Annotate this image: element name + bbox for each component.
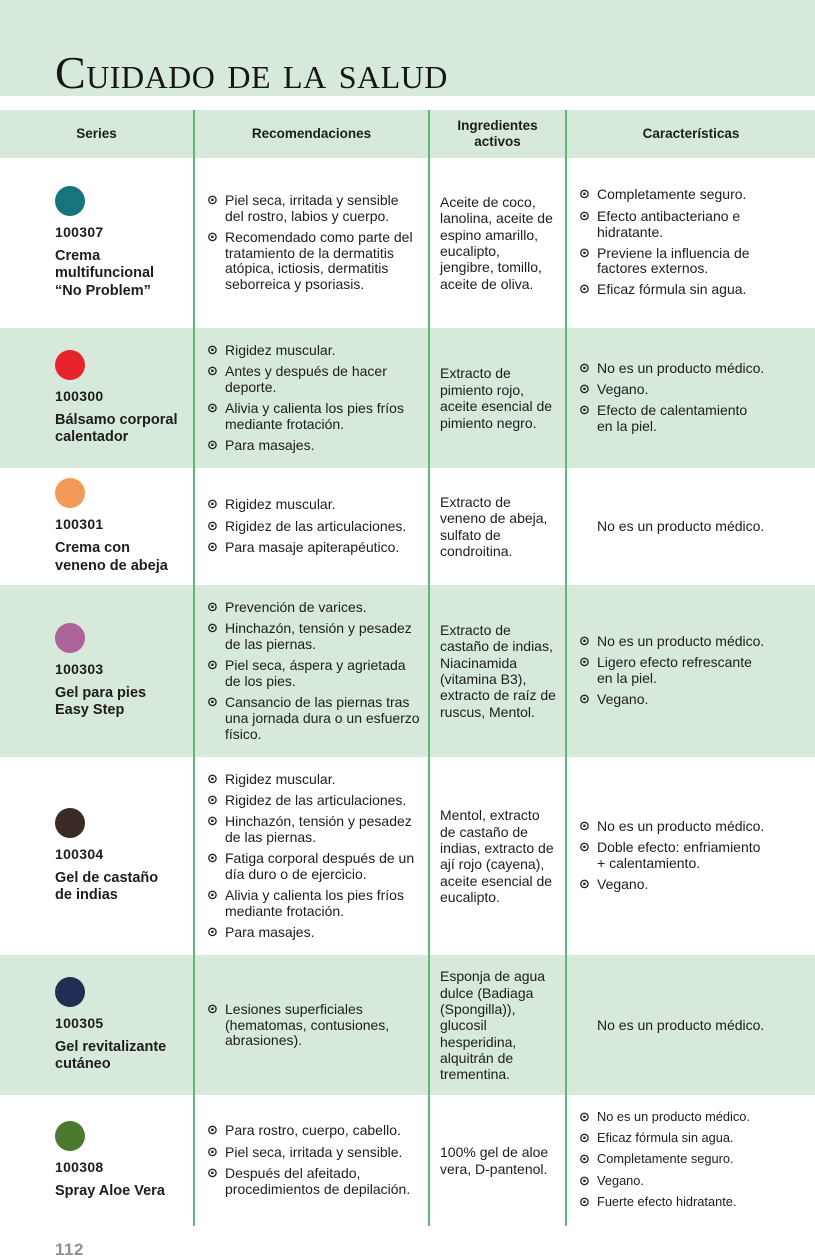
list-item bbox=[207, 519, 420, 535]
list-item bbox=[207, 888, 420, 920]
bullet-icon: ⊙ bbox=[579, 633, 590, 649]
table-row bbox=[0, 158, 815, 328]
ingredients-cell: 100% gel de aloe vera, D-pantenol. bbox=[428, 1095, 565, 1225]
list-item-text: No es un producto médico. bbox=[597, 632, 765, 649]
bullet-icon: ⊙ bbox=[207, 792, 218, 808]
characteristics-cell bbox=[565, 955, 815, 1095]
list-item-text: Vegano. bbox=[597, 691, 649, 707]
ingredients-cell: Extracto de pimiento rojo, aceite esencial de pimiento negro. bbox=[428, 328, 565, 468]
list-item-text: Cansancio de las piernas tras una jornada dura o un esfuerzo físico. bbox=[225, 693, 420, 742]
table-row bbox=[0, 1095, 815, 1225]
list-item bbox=[207, 621, 420, 653]
list-item-text: Vegano. bbox=[597, 381, 649, 398]
product-code: 100304 bbox=[55, 845, 104, 862]
bullet-icon: ⊙ bbox=[207, 599, 218, 615]
bullet-icon: ⊙ bbox=[207, 229, 218, 245]
list-item-text: Alivia y calienta los pies fríos mediante frotación. bbox=[225, 399, 404, 432]
table-row bbox=[0, 468, 815, 585]
list-item-text: No es un producto médico. bbox=[597, 359, 765, 376]
list-item-text: Piel seca, irritada y sensible del rostro, labios y cuerpo. bbox=[225, 191, 399, 224]
list-item-text: Eficaz fórmula sin agua. bbox=[597, 281, 747, 298]
column-header-recomendaciones: Recomendaciones bbox=[193, 110, 428, 158]
list-item bbox=[579, 1152, 801, 1168]
series-cell bbox=[0, 158, 193, 328]
list-item bbox=[579, 282, 765, 298]
list-item bbox=[579, 1174, 801, 1190]
list-item bbox=[207, 343, 420, 359]
list-item-text: Rigidez de las articulaciones. bbox=[225, 517, 407, 534]
bullet-icon: ⊙ bbox=[207, 694, 218, 710]
list-item bbox=[207, 1002, 420, 1050]
characteristics-cell bbox=[565, 468, 815, 585]
list-item-text: Fuerte efecto hidratante. bbox=[597, 1193, 737, 1209]
bullet-icon: ⊙ bbox=[579, 692, 590, 707]
list-item-text: Prevención de varices. bbox=[225, 598, 367, 615]
bullet-icon: ⊙ bbox=[579, 245, 590, 261]
list-item-text: Completamente seguro. bbox=[597, 1151, 734, 1167]
list-item-text: Para masaje apiterapéutico. bbox=[225, 538, 400, 555]
list-item-text: Hinchazón, tensión y pesadez de las piernas. bbox=[225, 813, 412, 845]
page-header bbox=[0, 0, 815, 96]
ingredients-cell: Extracto de veneno de abeja, sulfato de condroitina. bbox=[428, 468, 565, 585]
bullet-icon: ⊙ bbox=[579, 877, 590, 893]
bullet-icon: ⊙ bbox=[207, 1144, 218, 1160]
column-header-series: Series bbox=[76, 126, 117, 142]
list-item bbox=[579, 209, 765, 241]
product-code: 100305 bbox=[55, 1015, 104, 1032]
list-item bbox=[207, 438, 420, 454]
product-name: Gel de castaño de indias bbox=[55, 869, 159, 904]
list-item-text: Rigidez muscular. bbox=[225, 341, 336, 358]
bullet-icon: ⊙ bbox=[207, 342, 218, 358]
bullet-icon: ⊙ bbox=[579, 1173, 590, 1189]
bullet-icon: ⊙ bbox=[207, 497, 218, 513]
series-color-dot-icon bbox=[55, 623, 85, 653]
bullet-icon: ⊙ bbox=[579, 187, 590, 203]
list-item-text: Efecto antibacteriano e hidratante. bbox=[597, 207, 741, 240]
list-item bbox=[207, 600, 420, 616]
list-item-text: Doble efecto: enfriamiento + calentamiento. bbox=[597, 839, 761, 872]
series-cell bbox=[0, 955, 193, 1095]
list-item-text: Rigidez muscular. bbox=[225, 770, 336, 787]
list-item bbox=[207, 401, 420, 433]
list-item-text: Para masajes. bbox=[225, 436, 315, 453]
column-header-ingredientes-activos: Ingredientes activos bbox=[428, 110, 565, 158]
bullet-icon: ⊙ bbox=[579, 819, 590, 835]
list-item bbox=[579, 692, 765, 708]
bullet-icon: ⊙ bbox=[579, 1131, 590, 1147]
ingredients-cell: Aceite de coco, lanolina, aceite de espino amarillo, eucalipto, jengibre, tomillo, aceite de oliva. bbox=[428, 158, 565, 328]
product-name: Gel revitalizante cutáneo bbox=[55, 1039, 167, 1073]
bullet-icon: ⊙ bbox=[207, 437, 218, 453]
bullet-icon: ⊙ bbox=[207, 620, 218, 636]
series-color-dot-icon bbox=[55, 977, 85, 1007]
product-name: Bálsamo corporal calentador bbox=[55, 411, 178, 446]
bullet-icon: ⊙ bbox=[207, 400, 218, 416]
list-item bbox=[579, 361, 765, 377]
product-name: Gel para pies Easy Step bbox=[55, 684, 147, 719]
list-item bbox=[207, 364, 420, 396]
list-item-text: Hinchazón, tensión y pesadez de las piernas. bbox=[225, 619, 412, 652]
series-cell bbox=[0, 585, 193, 757]
recommendations-cell bbox=[193, 468, 428, 585]
bullet-icon: ⊙ bbox=[579, 1109, 590, 1125]
bullet-icon: ⊙ bbox=[579, 1152, 590, 1168]
product-name: Crema con veneno de abeja bbox=[55, 540, 168, 574]
product-code: 100300 bbox=[55, 387, 104, 404]
bullet-icon: ⊙ bbox=[207, 363, 218, 379]
bullet-icon: ⊙ bbox=[207, 1123, 218, 1139]
list-item-text: Eficaz fórmula sin agua. bbox=[597, 1130, 734, 1146]
list-item bbox=[207, 658, 420, 690]
list-item-text: Vegano. bbox=[597, 876, 649, 893]
list-item-text: Después del afeitado, procedimientos de depilación. bbox=[225, 1164, 411, 1197]
series-color-dot-icon bbox=[55, 1121, 85, 1151]
list-item-text: Piel seca, irritada y sensible. bbox=[225, 1143, 403, 1160]
list-item-text: No es un producto médico. bbox=[597, 818, 765, 835]
bullet-icon: ⊙ bbox=[207, 1165, 218, 1181]
list-item-text: Para masajes. bbox=[225, 923, 315, 940]
list-item-text: Completamente seguro. bbox=[597, 186, 747, 203]
page-number: 112 bbox=[55, 1239, 84, 1259]
table-row bbox=[0, 955, 815, 1095]
table-body bbox=[0, 158, 815, 1226]
characteristics-cell bbox=[565, 1095, 815, 1225]
list-item-text: No es un producto médico. bbox=[597, 1016, 765, 1033]
bullet-icon: ⊙ bbox=[207, 814, 218, 830]
list-item bbox=[207, 540, 420, 556]
characteristics-cell bbox=[565, 757, 815, 955]
bullet-icon: ⊙ bbox=[207, 887, 218, 903]
list-item bbox=[207, 497, 420, 513]
recommendations-cell bbox=[193, 757, 428, 955]
list-item bbox=[579, 519, 765, 535]
list-item-text: Previene la influencia de factores externos. bbox=[597, 244, 750, 277]
list-item bbox=[207, 814, 420, 846]
list-item bbox=[207, 1123, 420, 1139]
ingredients-cell: Esponja de agua dulce (Badiaga (Spongilla)), glucosil hesperidina, alquitrán de trementina. bbox=[428, 955, 565, 1095]
characteristics-cell bbox=[565, 585, 815, 757]
bullet-icon: ⊙ bbox=[579, 282, 590, 298]
list-item-text: Vegano. bbox=[597, 1172, 644, 1188]
list-item-text: Alivia y calienta los pies fríos mediante frotación. bbox=[225, 886, 404, 919]
bullet-icon: ⊙ bbox=[207, 1001, 218, 1017]
list-item bbox=[207, 695, 420, 743]
series-color-dot-icon bbox=[55, 478, 85, 508]
page-footer bbox=[0, 1226, 815, 1260]
list-item-text: Rigidez de las articulaciones. bbox=[225, 791, 407, 808]
list-item bbox=[579, 877, 765, 893]
list-item bbox=[579, 403, 765, 435]
bullet-icon: ⊙ bbox=[207, 539, 218, 555]
recommendations-cell bbox=[193, 328, 428, 468]
product-name: Spray Aloe Vera bbox=[55, 1182, 165, 1199]
characteristics-cell bbox=[565, 328, 815, 468]
bullet-icon: ⊙ bbox=[207, 657, 218, 673]
list-item-text: No es un producto médico. bbox=[597, 517, 765, 534]
bullet-icon: ⊙ bbox=[579, 655, 590, 671]
series-color-dot-icon bbox=[55, 186, 85, 216]
bullet-icon: ⊙ bbox=[579, 1194, 590, 1210]
product-name: Crema multifuncional “No Problem” bbox=[55, 247, 155, 299]
ingredients-cell: Extracto de castaño de indias, Niacinamida (vitamina B3), extracto de raíz de ruscus, Mentol. bbox=[428, 585, 565, 757]
bullet-icon: ⊙ bbox=[207, 850, 218, 866]
list-item-text: Efecto de calentamiento en la piel. bbox=[597, 402, 748, 435]
list-item-text: Rigidez muscular. bbox=[225, 496, 336, 513]
bullet-icon: ⊙ bbox=[207, 192, 218, 208]
list-item-text: Piel seca, áspera y agrietada de los pies. bbox=[225, 656, 406, 689]
series-cell bbox=[0, 468, 193, 585]
recommendations-cell bbox=[193, 158, 428, 328]
list-item bbox=[207, 851, 420, 883]
list-item bbox=[207, 793, 420, 809]
bullet-icon: ⊙ bbox=[579, 382, 590, 398]
recommendations-cell bbox=[193, 585, 428, 757]
column-header-caracteristicas: Características bbox=[565, 110, 815, 158]
list-item bbox=[579, 1018, 765, 1034]
table-row bbox=[0, 757, 815, 955]
list-item bbox=[207, 1145, 420, 1161]
bullet-icon: ⊙ bbox=[579, 840, 590, 856]
product-code: 100307 bbox=[55, 223, 104, 240]
series-color-dot-icon bbox=[55, 350, 85, 380]
characteristics-cell bbox=[565, 158, 815, 328]
page-title: Cuidado de la salud bbox=[55, 47, 448, 98]
table-row bbox=[0, 328, 815, 468]
list-item bbox=[207, 925, 420, 941]
list-item-text: No es un producto médico. bbox=[597, 1108, 750, 1124]
bullet-icon: ⊙ bbox=[579, 360, 590, 376]
list-item-text: Antes y después de hacer deporte. bbox=[225, 362, 387, 395]
series-cell bbox=[0, 757, 193, 955]
list-item bbox=[579, 634, 765, 650]
list-item bbox=[579, 655, 765, 687]
series-cell bbox=[0, 1095, 193, 1225]
list-item bbox=[579, 1110, 801, 1126]
product-code: 100303 bbox=[55, 660, 104, 677]
list-item bbox=[579, 382, 765, 398]
list-item bbox=[207, 1166, 420, 1198]
list-item bbox=[579, 819, 765, 835]
list-item bbox=[579, 187, 765, 203]
list-item bbox=[207, 193, 420, 225]
list-item bbox=[579, 840, 765, 872]
ingredients-cell: Mentol, extracto de castaño de indias, extracto de ají rojo (cayena), aceite esencial de eucalipto. bbox=[428, 757, 565, 955]
list-item bbox=[579, 1131, 801, 1147]
bullet-icon: ⊙ bbox=[207, 924, 218, 940]
list-item bbox=[207, 772, 420, 788]
list-item-text: Para rostro, cuerpo, cabello. bbox=[225, 1122, 401, 1139]
series-cell bbox=[0, 328, 193, 468]
list-item-text: Ligero efecto refrescante en la piel. bbox=[597, 654, 752, 687]
product-code: 100308 bbox=[55, 1158, 104, 1175]
product-code: 100301 bbox=[55, 516, 104, 533]
list-item-text: Fatiga corporal después de un día duro o de ejercicio. bbox=[225, 849, 415, 882]
list-item bbox=[207, 230, 420, 294]
list-item-text: Recomendado como parte del tratamiento de la dermatitis atópica, ictiosis, dermatitis seborreica y psoriasis. bbox=[225, 228, 413, 293]
bullet-icon: ⊙ bbox=[579, 208, 590, 224]
list-item bbox=[579, 1195, 801, 1211]
series-color-dot-icon bbox=[55, 808, 85, 838]
table-header-row bbox=[0, 110, 815, 158]
table-row bbox=[0, 585, 815, 757]
recommendations-cell bbox=[193, 1095, 428, 1225]
bullet-icon: ⊙ bbox=[579, 403, 590, 419]
recommendations-cell bbox=[193, 955, 428, 1095]
list-item bbox=[579, 246, 765, 278]
bullet-icon: ⊙ bbox=[207, 518, 218, 534]
bullet-icon: ⊙ bbox=[207, 771, 218, 787]
list-item-text: Lesiones superficiales (hematomas, contusiones, abrasiones). bbox=[225, 1000, 390, 1049]
